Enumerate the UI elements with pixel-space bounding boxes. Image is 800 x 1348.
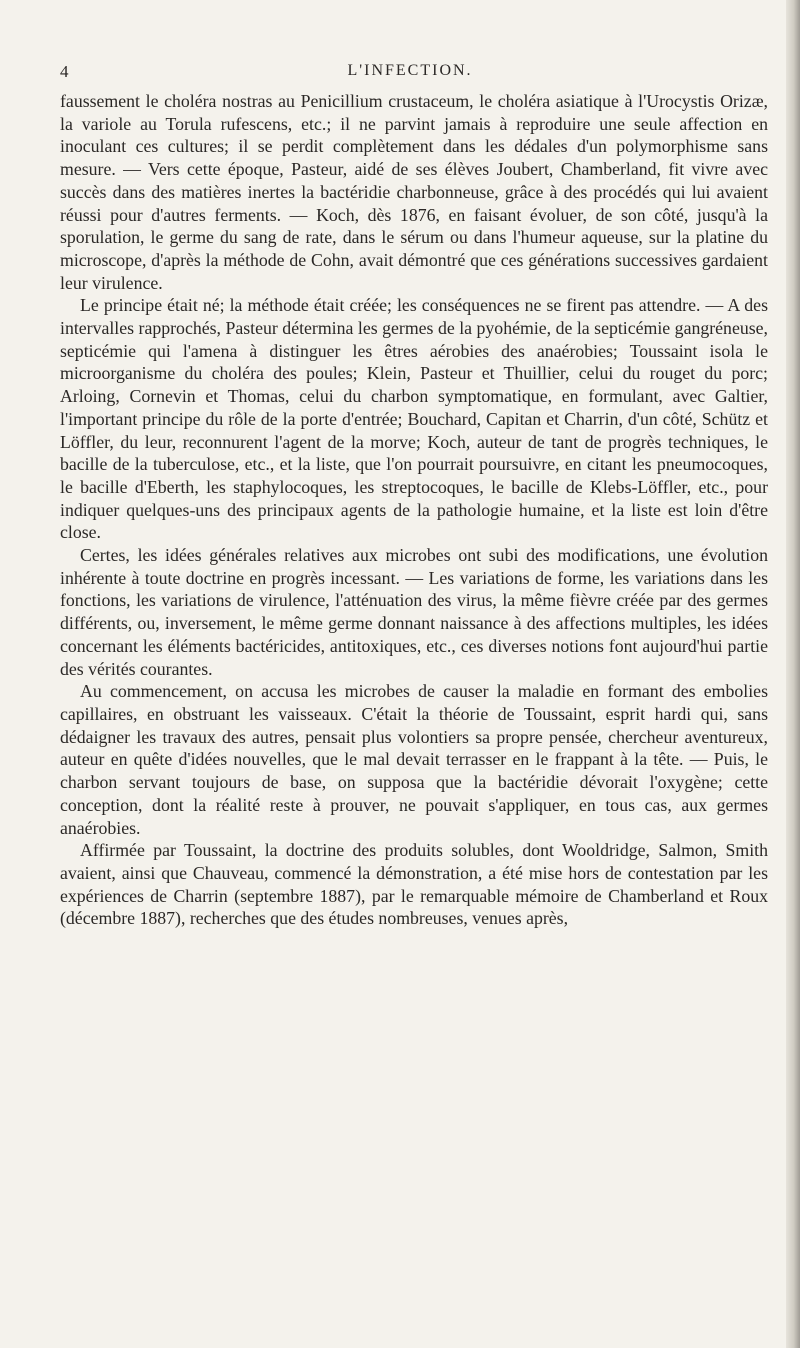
body-text [60, 90, 768, 1330]
paragraph-continued: faussement le choléra nostras au Penicillium crustaceum, le choléra asiatique à l'Urocystis Orizæ, la variole au Torula rufescens, etc.; il ne parvint jamais à reproduire une seule affection en inoculant ces cultures; il se perdit complètement dans les dédales d'un polymorphisme sans mesure. — Vers cette époque, Pasteur, aidé de ses élèves Joubert, Chamberland, fit vivre avec succès dans des matières inertes la bactéridie charbonneuse, grâce à des procédés qui lui avaient réussi pour d'autres ferments. — Koch, dès 1876, en faisant évoluer, de son côté, jusqu'à la sporulation, le germe du sang de rate, dans le sérum ou dans l'humeur aqueuse, sur la platine du microscope, d'après la méthode de Cohn, avait démontré que ces générations successives gardaient leur virulence. [60, 91, 768, 293]
page-edge-shadow [786, 0, 800, 1348]
page-header [60, 62, 760, 86]
page-number: 4 [60, 62, 69, 81]
paragraph-affirmee: Affirmée par Toussaint, la doctrine des produits solubles, dont Wooldridge, Salmon, Smith avaient, ainsi que Chauveau, commencé la démonstration, a été mise hors de contestation par les expériences de Charrin (septembre 1887), par le remarquable mémoire de Chamberland et Roux (décembre 1887), recherches que des études nombreuses, venues après, [60, 840, 768, 929]
paragraph-certes: Certes, les idées générales relatives aux microbes ont subi des modifications, une évolution inhérente à toute doctrine en progrès incessant. — Les variations de forme, les variations dans les fonctions, les variations de virulence, l'atténuation des virus, la même fièvre créée par des germes différents, ou, inversement, le même germe donnant naissance à des affections multiples, les idées concernant les éléments bactéricides, antitoxiques, etc., ces diverses notions font aujourd'hui partie des vérités courantes. [60, 545, 768, 679]
paragraph-commencement: Au commencement, on accusa les microbes de causer la maladie en formant des embolies capillaires, en obstruant les vaisseaux. C'était la théorie de Toussaint, esprit hardi qui, sans dédaigner les travaux des autres, pensait plus volontiers sa propre pensée, chercheur aventureux, auteur en quête d'idées nouvelles, que le mal devait terrasser en le frappant à la tête. — Puis, le charbon servant toujours de base, on supposa que la bactéridie dévorait l'oxygène; cette conception, dont la réalité reste à prouver, ne pouvait s'appliquer, en tous cas, aux germes anaérobies. [60, 681, 768, 838]
paragraph-principe: Le principe était né; la méthode était créée; les conséquences ne se firent pas attendre. — A des intervalles rapprochés, Pasteur détermina les germes de la pyohémie, de la septicémie gangréneuse, septicémie qui l'amena à distinguer les êtres aérobies des anaérobies; Toussaint isola le microorganisme du choléra des poules; Klein, Pasteur et Thuillier, celui du rouget du porc; Arloing, Cornevin et Thomas, celui du charbon symptomatique, en formulant, avec Galtier, l'important principe du rôle de la porte d'entrée; Bouchard, Capitan et Charrin, d'un côté, Schütz et Löffler, du leur, reconnurent l'agent de la morve; Koch, auteur de tant de progrès techniques, le bacille de la tuberculose, etc., et la liste, que l'on pourrait poursuivre, en citant les pneumocoques, le bacille d'Eberth, les staphylocoques, les streptocoques, le bacille de Klebs-Löffler, etc., pour indiquer quelques-uns des principaux agents de la pathologie humaine, et la liste est loin d'être close. [60, 295, 768, 543]
running-head: L'INFECTION. [347, 62, 473, 79]
